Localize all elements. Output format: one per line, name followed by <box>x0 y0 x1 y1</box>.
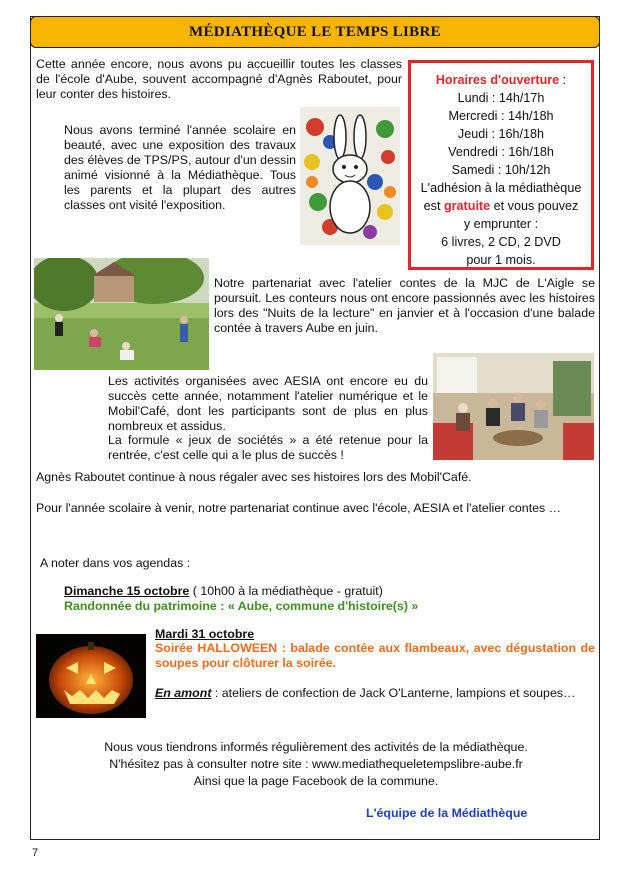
membership-line: pour 1 mois. <box>466 253 536 267</box>
opening-hours-box <box>408 60 594 270</box>
membership-line: est gratuite et vous pouvez <box>423 199 579 213</box>
library-meeting-photo <box>433 353 594 460</box>
page-title-text: MÉDIATHÈQUE LE TEMPS LIBRE <box>189 23 441 40</box>
partnership-paragraph: Pour l'année scolaire à venir, notre partenariat continue avec l'école, AESIA et l'atelier contes … <box>36 501 562 515</box>
hours-line: Lundi : 14h/17h <box>457 91 545 105</box>
membership-line: 6 livres, 2 CD, 2 DVD <box>441 235 561 249</box>
event1-detail: ( 10h00 à la médiathèque - gratuit) <box>189 584 383 598</box>
storytelling-garden-photo <box>34 258 209 370</box>
hours-line: Samedi : 10h/12h <box>451 163 551 177</box>
membership-line: L'adhésion à la médiathèque <box>420 181 582 195</box>
page-title <box>30 16 600 48</box>
hours-line: Mercredi : 14h/18h <box>448 109 554 123</box>
event2-title: Soirée HALLOWEEN : balade contée aux flambeaux, avec dégustation de soupes pour clôturer la soirée. <box>155 641 595 670</box>
footer-line: Ainsi que la page Facebook de la commune. <box>193 774 439 788</box>
event1-date: Dimanche 15 octobre <box>64 584 190 598</box>
event1-title: Randonnée du patrimoine : « Aube, commune d'histoire(s) » <box>64 599 419 613</box>
aesia-paragraph: Les activités organisées avec AESIA ont encore eu du succès cette année, notamment l'atelier numérique et le Mobil'Café, dont les participants sont de plus en plus nombreux et assidus. <box>108 374 428 433</box>
hours-line: Jeudi : 16h/18h <box>457 127 545 141</box>
event1-date-line <box>64 584 544 599</box>
intro-paragraph: Cette année encore, nous avons pu accueillir toutes les classes de l'école d'Aube, souvent accompagné d'Agnès Raboutet, pour leur conter des histoires. <box>36 57 402 101</box>
event2-date: Mardi 31 octobre <box>155 627 255 641</box>
children-drawing-image <box>300 107 400 245</box>
event2-workshops <box>155 686 595 701</box>
board-games-paragraph: La formule « jeux de sociétés » a été retenue pour la rentrée, c'est celle qui a le plus de succès ! <box>108 433 428 462</box>
agnes-paragraph: Agnès Raboutet continue à nous régaler avec ses histoires lors des Mobil'Café. <box>36 470 472 484</box>
hours-heading: Horaires d'ouverture : <box>435 73 567 87</box>
halloween-pumpkin-image <box>36 634 146 718</box>
event2-amont-label: En amont <box>155 686 212 700</box>
membership-line: y emprunter : <box>463 217 539 231</box>
exposition-paragraph: Nous avons terminé l'année scolaire en beauté, avec une exposition des travaux des élèves de TPS/PS, autour d'un dessin animé visionné à la Médiathèque. Tous les parents et la plupart des autres classes ont visité l'exposition. <box>64 123 296 212</box>
mjc-paragraph: Notre partenariat avec l'atelier contes de la MJC de L'Aigle se poursuit. Les conteurs nous ont encore passionnés avec les histoires lors des "Nuits de la lecture" en janvier et à l'occasion d'une balade contée à travers Aube en juin. <box>214 276 595 335</box>
agenda-intro: A noter dans vos agendas : <box>40 556 191 570</box>
event2-date-line <box>155 627 455 642</box>
signature: L'équipe de la Médiathèque <box>366 806 528 820</box>
hours-line: Vendredi : 16h/18h <box>448 145 554 159</box>
footer-line: Nous vous tiendrons informés régulièrement des activités de la médiathèque. <box>104 740 528 754</box>
event2-amont-text: : ateliers de confection de Jack O'Lanterne, lampions et soupes… <box>211 686 576 700</box>
page-number: 7 <box>32 847 39 859</box>
footer-line: N'hésitez pas à consulter notre site : www.mediathequeletempslibre-aube.fr <box>109 757 523 771</box>
